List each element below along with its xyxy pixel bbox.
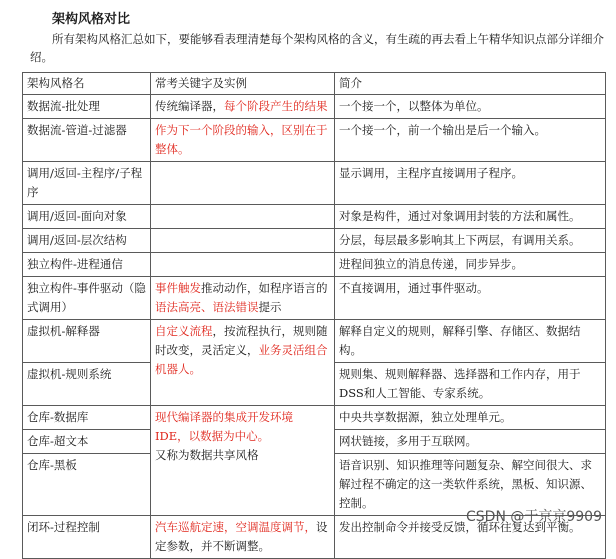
style-desc: 发出控制命令并接受反馈，循环往复达到平衡。 (335, 516, 606, 559)
style-keywords: 传统编译器，每个阶段产生的结果 (151, 95, 335, 119)
style-desc: 一个接一个，以整体为单位。 (335, 95, 606, 119)
style-keywords: 汽车巡航定速，空调温度调节，设定参数，并不断调整。 (151, 516, 335, 559)
header-name: 架构风格名 (23, 73, 151, 95)
style-name: 调用/返回-层次结构 (23, 229, 151, 253)
style-name: 仓库-数据库 (23, 406, 151, 430)
style-name: 调用/返回-面向对象 (23, 205, 151, 229)
header-keywords: 常考关键字及实例 (151, 73, 335, 95)
table-row (23, 229, 606, 253)
table-header-row (23, 73, 606, 95)
table-row (23, 253, 606, 277)
style-desc: 规则集、规则解释器、选择器和工作内存，用于DSS和人工智能、专家系统。 (335, 363, 606, 406)
header-intro: 简介 (335, 73, 606, 95)
table-row (23, 205, 606, 229)
style-keywords (151, 253, 335, 277)
style-name: 独立构件-事件驱动（隐式调用） (23, 277, 151, 320)
csdn-watermark: CSDN @于京京9909 (466, 509, 602, 525)
style-desc: 对象是构件，通过对象调用封装的方法和属性。 (335, 205, 606, 229)
section-title: 架构风格对比 (52, 12, 131, 27)
style-desc: 显示调用，主程序直接调用子程序。 (335, 162, 606, 205)
style-keywords: 事件触发推动动作，如程序语言的语法高亮、语法错误提示 (151, 277, 335, 320)
style-desc: 一个接一个，前一个输出是后一个输入。 (335, 119, 606, 162)
style-desc: 分层，每层最多影响其上下两层，有调用关系。 (335, 229, 606, 253)
style-keywords (151, 229, 335, 253)
style-name: 虚拟机-规则系统 (23, 363, 151, 406)
style-keywords (151, 205, 335, 229)
style-name: 调用/返回-主程序/子程序 (23, 162, 151, 205)
table-row (23, 320, 606, 363)
style-desc: 语音识别、知识推理等问题复杂、解空间很大、求解过程不确定的这一类软件系统，黑板、知识源、控制。 (335, 454, 606, 516)
table-row (23, 406, 606, 430)
style-desc: 进程间独立的消息传递，同步异步。 (335, 253, 606, 277)
style-desc: 解释自定义的规则，解释引擎、存储区、数据结构。 (335, 320, 606, 363)
style-keywords: 作为下一个阶段的输入，区别在于整体。 (151, 119, 335, 162)
style-name: 数据流-管道-过滤器 (23, 119, 151, 162)
table-row (23, 162, 606, 205)
table-row (23, 277, 606, 320)
style-desc: 网状链接，多用于互联网。 (335, 430, 606, 454)
style-keywords: 现代编译器的集成开发环境 IDE，以数据为中心。 又称为数据共享风格 (151, 406, 335, 516)
style-name: 闭环-过程控制 (23, 516, 151, 559)
style-keywords (151, 162, 335, 205)
intro-paragraph: 所有架构风格汇总如下，要能够看表理清楚每个架构风格的含义，有生疏的再去看上午精华知识点部分详细介绍。 (30, 32, 604, 64)
style-name: 仓库-超文本 (23, 430, 151, 454)
style-desc: 不直接调用，通过事件驱动。 (335, 277, 606, 320)
table-row (23, 119, 606, 162)
style-name: 仓库-黑板 (23, 454, 151, 516)
style-keywords: 自定义流程，按流程执行，规则随时改变，灵活定义，业务灵活组合机器人。 (151, 320, 335, 406)
style-desc: 中央共享数据源，独立处理单元。 (335, 406, 606, 430)
style-name: 独立构件-进程通信 (23, 253, 151, 277)
architecture-table (22, 72, 606, 559)
style-name: 虚拟机-解释器 (23, 320, 151, 363)
table-row (23, 95, 606, 119)
style-name: 数据流-批处理 (23, 95, 151, 119)
